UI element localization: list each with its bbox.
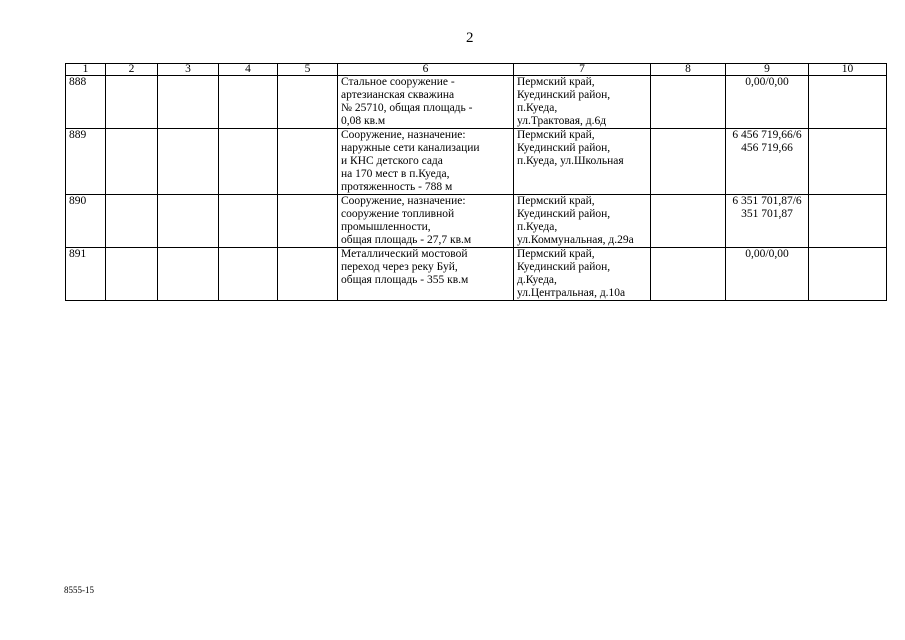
table-row [66, 195, 887, 248]
cell-address-line: Куединский район, [517, 261, 611, 273]
cell-address-line: Куединский район, [517, 142, 611, 154]
table-header-row [66, 64, 887, 76]
column-header: 5 [278, 64, 338, 76]
cell-address-line: п.Куеда, [517, 221, 558, 233]
column-header: 10 [809, 64, 887, 76]
cell-value-line: 351 701,87 [741, 208, 793, 220]
cell-col-10 [809, 76, 887, 129]
cell-object-name-line: № 25710, общая площадь - [341, 102, 473, 114]
cell-address-line: п.Куеда, ул.Школьная [517, 155, 624, 167]
cell-value [726, 76, 809, 129]
cell-address-line: п.Куеда, [517, 102, 558, 114]
cell-value [726, 248, 809, 301]
cell-col-3 [158, 195, 219, 248]
cell-value-line: 0,00/0,00 [745, 76, 789, 88]
cell-address-line: Пермский край, [517, 76, 595, 88]
cell-col-3 [158, 129, 219, 195]
cell-value-line: 6 351 701,87/6 [732, 195, 802, 207]
cell-object-name-line: общая площадь - 27,7 кв.м [341, 234, 472, 246]
cell-col-5 [278, 248, 338, 301]
cell-object-name [338, 248, 514, 301]
cell-number: 891 [66, 248, 106, 301]
cell-object-name-line: общая площадь - 355 кв.м [341, 274, 469, 286]
cell-value [726, 129, 809, 195]
column-header: 7 [514, 64, 651, 76]
cell-col-2 [106, 76, 158, 129]
cell-address-line: ул.Центральная, д.10а [517, 287, 626, 299]
column-header: 6 [338, 64, 514, 76]
cell-address-line: Куединский район, [517, 89, 611, 101]
cell-col-8 [651, 248, 726, 301]
cell-col-8 [651, 76, 726, 129]
cell-address-line: ул.Трактовая, д.6д [517, 115, 607, 127]
cell-object-name [338, 129, 514, 195]
cell-col-2 [106, 129, 158, 195]
cell-object-name [338, 76, 514, 129]
cell-number: 889 [66, 129, 106, 195]
cell-object-name-line: Металлический мостовой [341, 248, 468, 260]
cell-col-5 [278, 76, 338, 129]
cell-address [514, 195, 651, 248]
cell-col-3 [158, 248, 219, 301]
cell-object-name [338, 195, 514, 248]
cell-object-name-line: артезианская скважина [341, 89, 455, 101]
cell-address-line: Пермский край, [517, 195, 595, 207]
cell-col-3 [158, 76, 219, 129]
table-row [66, 248, 887, 301]
cell-col-4 [219, 76, 278, 129]
property-registry-table [65, 63, 887, 301]
cell-value-line: 0,00/0,00 [745, 248, 789, 260]
cell-object-name-line: 0,08 кв.м [341, 115, 386, 127]
cell-object-name-line: наружные сети канализации [341, 142, 480, 154]
cell-object-name-line: Сооружение, назначение: [341, 195, 466, 207]
cell-col-5 [278, 129, 338, 195]
cell-value-line: 6 456 719,66/6 [732, 129, 802, 141]
cell-object-name-line: переход через реку Буй, [341, 261, 458, 273]
cell-object-name-line: промышленности, [341, 221, 431, 233]
cell-col-2 [106, 195, 158, 248]
cell-address-line: д.Куеда, [517, 274, 557, 286]
document-code: 8555-15 [64, 585, 94, 595]
cell-number: 888 [66, 76, 106, 129]
column-header: 9 [726, 64, 809, 76]
cell-col-5 [278, 195, 338, 248]
table-row [66, 76, 887, 129]
cell-address [514, 129, 651, 195]
cell-number: 890 [66, 195, 106, 248]
cell-object-name-line: Сооружение, назначение: [341, 129, 466, 141]
column-header: 2 [106, 64, 158, 76]
cell-col-4 [219, 248, 278, 301]
cell-address-line: ул.Коммунальная, д.29а [517, 234, 634, 246]
cell-col-8 [651, 195, 726, 248]
cell-col-10 [809, 195, 887, 248]
cell-object-name-line: на 170 мест в п.Куеда, [341, 168, 450, 180]
column-header: 1 [66, 64, 106, 76]
cell-col-2 [106, 248, 158, 301]
column-header: 3 [158, 64, 219, 76]
table-row [66, 129, 887, 195]
cell-address-line: Куединский район, [517, 208, 611, 220]
cell-col-4 [219, 129, 278, 195]
cell-object-name-line: и КНС детского сада [341, 155, 443, 167]
cell-col-10 [809, 129, 887, 195]
cell-value [726, 195, 809, 248]
cell-address-line: Пермский край, [517, 129, 595, 141]
cell-object-name-line: Стальное сооружение - [341, 76, 455, 88]
cell-address-line: Пермский край, [517, 248, 595, 260]
cell-col-4 [219, 195, 278, 248]
cell-col-10 [809, 248, 887, 301]
column-header: 8 [651, 64, 726, 76]
cell-value-line: 456 719,66 [741, 142, 793, 154]
cell-address [514, 248, 651, 301]
column-header: 4 [219, 64, 278, 76]
cell-col-8 [651, 129, 726, 195]
page-number: 2 [466, 30, 474, 46]
cell-object-name-line: сооружение топливной [341, 208, 455, 220]
cell-address [514, 76, 651, 129]
cell-object-name-line: протяженность - 788 м [341, 181, 453, 193]
